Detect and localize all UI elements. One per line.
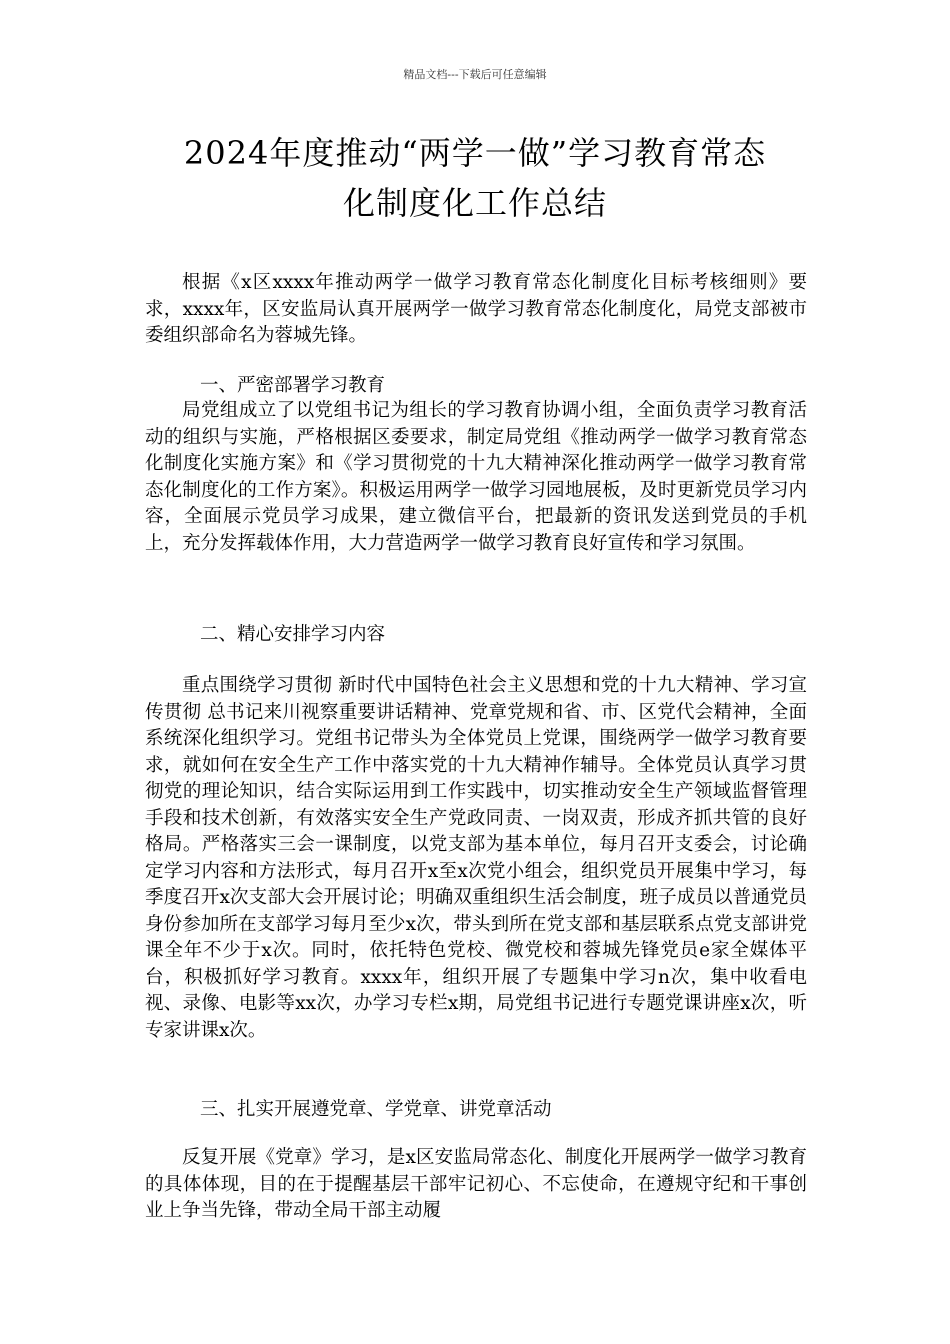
document-title	[110, 128, 840, 228]
title-line-1: 2024年度推动“两学一做”学习教育常态	[183, 134, 767, 172]
section-1-paragraph: 局党组成立了以党组书记为组长的学习教育协调小组，全面负责学习教育活动的组织与实施，严格根据区委要求，制定局党组《推动两学一做学习教育常态化制度化实施方案》和《学习贯彻党的十九大精神深化推动两学一做学习教育常态化制度化的工作方案》。积极运用两学一做学习园地展板，及时更新党员学习内容，全面展示党员学习成果，建立微信平台，把最新的资讯发送到党员的手机上，充分发挥载体作用，大力营造两学一做学习教育良好宣传和学习氛围。	[145, 400, 807, 554]
section-3-paragraph: 反复开展《党章》学习，是x区安监局常态化、制度化开展两学一做学习教育的具体体现，目的在于提醒基层干部牢记初心、不忘使命，在遵规守纪和干事创业上争当先锋，带动全局干部主动履	[145, 1147, 807, 1221]
section-3-heading: 三、扎实开展遵党章、学党章、讲党章活动	[200, 1099, 552, 1120]
section-1-heading: 一、严密部署学习教育	[200, 375, 386, 396]
intro-paragraph: 根据《x区xxxx年推动两学一做学习教育常态化制度化目标考核细则》要求，xxxx年，区安监局认真开展两学一做学习教育常态化制度化，局党支部被市委组织部命名为蓉城先锋。	[145, 272, 807, 346]
section-2-heading: 二、精心安排学习内容	[200, 624, 386, 645]
header-note: 精品文档---下载后可任意编辑	[403, 68, 547, 81]
title-line-2: 化制度化工作总结	[342, 184, 607, 222]
section-2-paragraph: 重点围绕学习贯彻 新时代中国特色社会主义思想和党的十九大精神、学习宣传贯彻 总书记来川视察重要讲话精神、党章党规和省、市、区党代会精神，全面系统深化组织学习。党组书记带头为全体党员上党课，围绕两学一做学习教育要求，就如何在安全生产工作中落实党的十九大精神作辅导。全体党员认真学习贯彻党的理论知识，结合实际运用到工作实践中，切实推动安全生产领域监督管理手段和技术创新，有效落实安全生产党政同责、一岗双责，形成齐抓共管的良好格局。严格落实三会一课制度，以党支部为基本单位，每月召开支委会，讨论确定学习内容和方法形式，每月召开x至x次党小组会，组织党员开展集中学习，每季度召开x次支部大会开展讨论；明确双重组织生活会制度，班子成员以普通党员身份参加所在支部学习每月至少x次，带头到所在党支部和基层联系点党支部讲党课全年不少于x次。同时，依托特色党校、微党校和蓉城先锋党员e家全媒体平台，积极抓好学习教育。xxxx年，组织开展了专题集中学习n次，集中收看电视、录像、电影等xx次，办学习专栏x期，局党组书记进行专题党课讲座x次，听专家讲课x次。	[145, 675, 807, 1041]
